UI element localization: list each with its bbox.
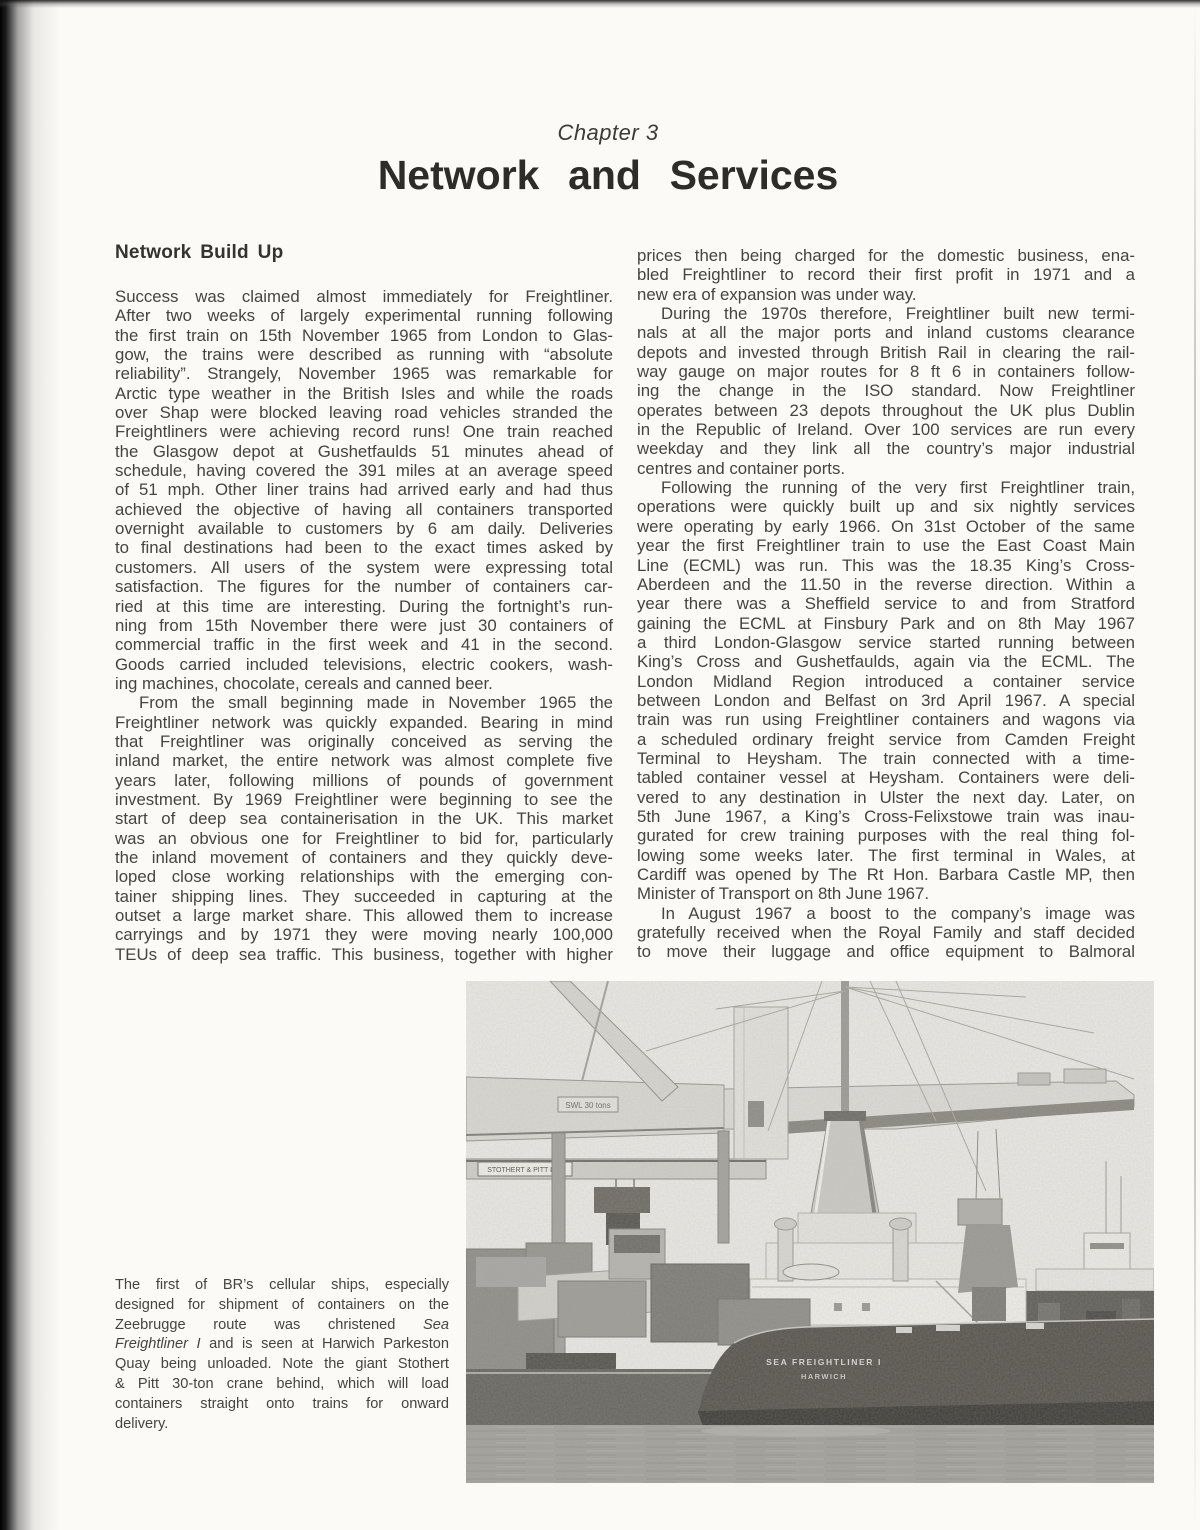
left-column	[115, 243, 613, 964]
text-line: lowing some weeks later. The first terminal in Wales, at	[637, 845, 1135, 865]
text-line: the first train on 15th November 1965 from London to Glas-	[115, 325, 613, 345]
text-line: Terminal to Heysham. The train connected with a time-	[637, 748, 1135, 768]
text-line: reliability”. Strangely, November 1965 was remarkable for	[115, 364, 613, 384]
scan-edge-left	[0, 0, 60, 1530]
text-line: train was run using Freightliner containers and wagons via	[637, 710, 1135, 730]
text-line: Following the running of the very first Freightliner train,	[661, 478, 1135, 498]
text-line: schedule, having covered the 391 miles at an average speed	[115, 461, 613, 481]
text-line: gurated for crew training purposes with the real thing fol-	[637, 826, 1135, 846]
text-line: Success was claimed almost immediately for Freightliner.	[115, 287, 613, 306]
text-line: weekday and they link all the country’s major industrial	[637, 439, 1135, 459]
text-line: overnight available to customers by 6 am daily. Deliveries	[115, 519, 613, 539]
text-line: & Pitt 30-ton crane behind, which will load	[115, 1375, 449, 1392]
text-line: designed for shipment of containers on the	[115, 1296, 449, 1313]
text-line: depots and invested through British Rail in clearing the rail-	[637, 342, 1135, 362]
text-line: ing the change in the ISO standard. Now Freightliner	[637, 381, 1135, 401]
text-line: new era of expansion was under way.	[637, 284, 917, 304]
text-line: vered to any destination in Ulster the next day. Later, on	[637, 787, 1135, 807]
paragraph	[637, 304, 1135, 478]
text-line: loped close working relationships with the emerging con-	[115, 867, 613, 887]
right-column-text	[637, 246, 1135, 962]
text-line: containers straight onto trains for onward	[115, 1395, 449, 1412]
text-line: investment. By 1969 Freightliner were beginning to see the	[115, 789, 613, 809]
paragraph	[115, 287, 613, 693]
text-line: After two weeks of largely experimental running following	[115, 306, 613, 326]
section-heading: Network Build Up	[115, 242, 284, 263]
text-line: inland market, the entire network was almost complete five	[115, 751, 613, 771]
text-line: tabled container vessel at Heysham. Containers were deli-	[637, 768, 1135, 788]
text-line: were operating by early 1966. On 31st October of the same	[637, 516, 1135, 536]
paragraph	[637, 904, 1135, 962]
text-line: TEUs of deep sea traffic. This business, together with higher	[115, 944, 613, 964]
text-line: year the first Freightliner train to use the East Coast Main	[637, 536, 1135, 556]
text-line: London Midland Region introduced a container service	[637, 671, 1135, 691]
text-line: commercial traffic in the first week and 41 in the second.	[115, 635, 613, 655]
text-line: In August 1967 a boost to the company’s image was	[661, 903, 1135, 923]
text-line: to final destinations had been to the exact times asked by	[115, 538, 613, 558]
text-line: years later, following millions of pounds of government	[115, 770, 613, 790]
text-line: Aberdeen and the 11.50 in the reverse direction. Within a	[637, 574, 1135, 594]
text-line: Line (ECML) was run. This was the 18.35 King’s Cross-	[637, 555, 1135, 575]
text-line: start of deep sea containerisation in the UK. This market	[115, 809, 613, 829]
text-line: operates between 23 depots throughout the UK plus Dublin	[637, 400, 1135, 420]
text-line: nals at all the major ports and inland customs clearance	[637, 323, 1135, 343]
text-line: carryings and by 1971 they were moving nearly 100,000	[115, 925, 613, 945]
photo-caption	[115, 1276, 449, 1434]
chapter-label: Chapter 3	[557, 120, 659, 145]
paragraph	[637, 478, 1135, 904]
text-line: in the Republic of Ireland. Over 100 services are run every	[637, 420, 1135, 440]
photo-grain	[466, 981, 1154, 1483]
text-line: achieved the objective of having all containers transported	[115, 499, 613, 519]
text-line: way gauge on major routes for 8 ft 6 in containers follow-	[637, 362, 1135, 382]
text-line: of 51 mph. Other liner trains had arrived early and had thus	[115, 480, 613, 500]
text-line: bled Freightliner to record their first profit in 1971 and a	[637, 265, 1135, 285]
text-line: tainer shipping lines. They succeeded in capturing at the	[115, 886, 613, 906]
text-line: Arctic type weather in the British Isles and while the roads	[115, 383, 613, 403]
paragraph	[115, 693, 613, 964]
text-line: delivery.	[115, 1415, 169, 1432]
text-line: a scheduled ordinary freight service from Camden Freight	[637, 729, 1135, 749]
text-line: over Shap were blocked leaving road vehicles stranded the	[115, 403, 613, 423]
text-line: ning from 15th November there were just 30 containers of	[115, 615, 613, 635]
text-line: From the small beginning made in November 1965 the	[139, 693, 613, 713]
text-line: King’s Cross and Gushetfaulds, again via the ECML. The	[637, 652, 1135, 672]
text-line: that Freightliner was originally conceived as serving the	[115, 731, 613, 751]
text-line: 5th June 1967, a King’s Cross-Felixstowe train was inau-	[637, 806, 1135, 826]
text-line: Freightliner I and is seen at Harwich Parkeston	[115, 1336, 450, 1353]
text-line: During the 1970s therefore, Freightliner built new termi-	[661, 304, 1135, 324]
text-line: Freightliner network was quickly expanded. Bearing in mind	[115, 712, 613, 732]
text-line: customers. All users of the system were expressing total	[115, 557, 613, 577]
text-line: gaining the ECML at Finsbury Park and on 8th May 1967	[637, 613, 1135, 633]
page-title: Network and Services	[377, 152, 839, 198]
text-line: year there was a Sheffield service to and from Stratford	[637, 594, 1135, 614]
text-line: ried at this time are interesting. During the fortnight’s run-	[115, 596, 613, 616]
text-line: prices then being charged for the domestic business, ena-	[637, 246, 1135, 265]
text-line: ing machines, chocolate, cereals and canned beer.	[115, 673, 493, 693]
paragraph	[115, 1276, 449, 1434]
scan-edge-top	[0, 0, 1200, 8]
text-line: was an obvious one for Freightliner to bid for, particularly	[115, 828, 613, 848]
right-column	[637, 246, 1135, 962]
text-line: satisfaction. The figures for the number of containers car-	[115, 577, 613, 597]
paragraph	[637, 246, 1135, 304]
text-line: Freightliners were achieving record runs! One train reached	[115, 422, 613, 442]
text-line: operations were quickly built up and six nightly services	[637, 497, 1135, 517]
text-line: the inland movement of containers and they quickly deve-	[115, 847, 613, 867]
text-line: Cardiff was opened by The Rt Hon. Barbara Castle MP, then	[637, 865, 1135, 884]
text-line: Zeebrugge route was christened Sea	[115, 1316, 449, 1333]
text-line: to move their luggage and office equipment to Balmoral	[637, 942, 1135, 962]
text-line: gow, the trains were described as running with “absolute	[115, 345, 613, 365]
text-line: the Glasgow depot at Gushetfaulds 51 minutes ahead of	[115, 441, 613, 461]
text-line: centres and container ports.	[637, 458, 846, 478]
text-line: The first of BR’s cellular ships, especially	[115, 1277, 449, 1293]
text-line: gratefully received when the Royal Family and staff decided	[637, 923, 1135, 943]
page-edge-line	[1194, 0, 1196, 1530]
left-column-text	[115, 287, 613, 964]
text-line: Quay being unloaded. Note the giant Stothert	[115, 1356, 449, 1373]
text-line: Minister of Transport on 8th June 1967.	[637, 884, 929, 904]
ship-photo	[466, 981, 1154, 1483]
text-line: a third London-Glasgow service started running between	[637, 632, 1135, 652]
text-line: outset a large market share. This allowed them to increase	[115, 906, 613, 925]
text-line: Goods carried included televisions, electric cookers, wash-	[115, 654, 613, 674]
text-line: between London and Belfast on 3rd April 1967. A special	[637, 690, 1135, 710]
